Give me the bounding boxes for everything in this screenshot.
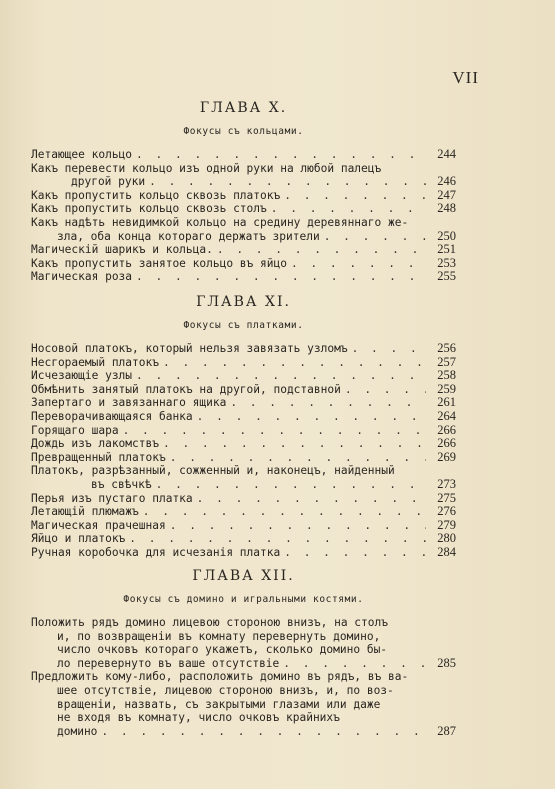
toc-entry[interactable]	[31, 270, 456, 284]
dot-leader	[136, 148, 426, 162]
entry-title-line[interactable]: Какъ надѣть невидимкой кольцо на средину деревяннаго же-	[31, 215, 409, 229]
dot-leader	[324, 230, 426, 244]
entry-page: 280	[437, 531, 456, 546]
entry-title: Горящаго шара	[31, 423, 119, 437]
entry-title: домино	[57, 724, 98, 738]
chapter-subtitle: Фокусы съ кольцами.	[183, 126, 304, 137]
entry-page: 250	[437, 228, 456, 243]
dot-leader	[143, 505, 426, 519]
dot-leader	[163, 437, 426, 451]
toc-entry[interactable]	[31, 230, 456, 244]
toc-entry[interactable]	[31, 342, 456, 356]
entry-title: Перья изъ пустаго платка	[31, 491, 193, 505]
entry-title: Несгораемый платокъ	[31, 355, 159, 369]
entry-page: 257	[437, 354, 456, 369]
entry-title: Исчезающіе узлы	[31, 369, 133, 383]
entry-title: Запертаго и завязаннаго ящика	[31, 396, 227, 410]
entry-page: 244	[437, 147, 456, 161]
entry-page: 251	[437, 242, 456, 257]
toc-entry[interactable]	[31, 175, 456, 189]
dot-leader	[156, 478, 426, 492]
entry-title: Переворачивающаяся банка	[31, 409, 193, 423]
chapter-subtitle: Фокусы съ платками.	[183, 320, 304, 331]
dot-leader	[271, 202, 426, 216]
dot-leader	[345, 383, 426, 397]
entry-page: 275	[437, 490, 456, 505]
toc-entry[interactable]	[31, 356, 456, 370]
toc-entry[interactable]	[31, 492, 456, 506]
entry-title-line[interactable]: не входя въ комнату, число очковъ крайнихъ	[57, 711, 340, 725]
toc-entry[interactable]	[31, 478, 456, 492]
toc-entry[interactable]	[31, 383, 456, 397]
entry-title: Магическая роза	[31, 270, 133, 284]
dot-leader	[291, 257, 426, 271]
chapter-x	[31, 100, 456, 284]
entry-title-line[interactable]: Предложить кому-либо, расположить домино въ рядъ, въ ва-	[31, 670, 409, 684]
entry-title: Ручная коробочка для исчезанія платка	[31, 545, 281, 559]
entry-page: 253	[437, 255, 456, 270]
dot-leader	[197, 492, 426, 506]
entry-page: 269	[437, 449, 456, 464]
entry-page: 247	[437, 187, 456, 202]
entry-title-line[interactable]: вращеніи, назвать, съ закрытыми глазами или даже	[57, 697, 381, 711]
entry-page: 246	[437, 174, 456, 189]
dot-leader	[230, 396, 426, 410]
entry-page: 276	[437, 504, 456, 519]
dot-leader	[217, 243, 426, 257]
entry-page: 264	[437, 408, 456, 423]
toc-entry[interactable]	[31, 657, 456, 671]
toc-entry[interactable]	[31, 243, 456, 257]
entry-title: другой руки	[71, 175, 146, 189]
chapter-title: ГЛАВА X.	[199, 100, 288, 116]
dot-leader	[101, 725, 426, 739]
entry-title: Превращенный платокъ	[31, 450, 166, 464]
entry-title-line[interactable]: Какъ перевести кольцо изъ одной руки на любой палецъ	[31, 161, 382, 175]
entry-title: Летающее кольцо	[31, 148, 133, 161]
entry-title: зла, оба конца котораго держатъ зрители	[57, 229, 320, 243]
entry-page: 266	[437, 436, 456, 451]
entry-page: 273	[437, 476, 456, 491]
entry-title: Какъ пропустить кольцо сквозь платокъ	[31, 188, 281, 202]
entry-title: Яйцо и платокъ	[31, 532, 126, 546]
toc-entry[interactable]	[31, 505, 456, 519]
entry-title-line[interactable]: Положить рядъ домино лицевою стороною внизъ, на столъ	[31, 616, 388, 629]
entry-title: Магическій шарикъ и кольца.	[31, 243, 213, 257]
entry-title-line[interactable]: и, по возвращеніи въ комнату перевернуть домино,	[57, 629, 381, 643]
dot-leader	[170, 519, 426, 533]
toc-entry[interactable]	[31, 451, 456, 465]
entry-page: 285	[437, 655, 456, 670]
toc-entry[interactable]	[31, 369, 456, 383]
chapter-subtitle: Фокусы съ домино и игральными костями.	[123, 594, 364, 605]
entry-page: 284	[437, 544, 456, 559]
entry-page: 287	[437, 723, 456, 738]
entry-title-line[interactable]: число очковъ котораго укажетъ, сколько домино бы-	[57, 643, 388, 657]
entry-title: Обмѣнить занятый платокъ на другой, подставной	[31, 382, 341, 396]
entry-page: 248	[437, 201, 456, 216]
chapter-title: ГЛАВА XI.	[196, 294, 291, 310]
toc-entry[interactable]	[31, 148, 456, 162]
dot-leader	[136, 369, 426, 383]
dot-leader	[149, 175, 426, 189]
entry-title: Летающій плюмажъ	[31, 505, 139, 519]
entry-title: въ свѣчкѣ	[91, 477, 152, 491]
toc-entry[interactable]	[31, 532, 456, 546]
dot-leader	[284, 546, 426, 560]
entry-title: ло перевернуто въ ваше отсутствіе	[57, 656, 280, 670]
dot-leader	[283, 657, 426, 671]
entry-page: 261	[437, 395, 456, 410]
toc-entry[interactable]	[31, 202, 456, 216]
dot-leader	[284, 189, 426, 203]
entry-page: 279	[437, 517, 456, 532]
toc-entry[interactable]	[31, 725, 456, 739]
page-number: VII	[452, 68, 479, 87]
dot-leader	[136, 270, 426, 284]
dot-leader	[163, 356, 426, 370]
dot-leader	[170, 451, 426, 465]
entry-page: 266	[437, 422, 456, 437]
entry-page: 259	[437, 381, 456, 396]
toc-entry[interactable]	[31, 410, 456, 424]
entry-title: Магическая прачешная	[31, 518, 166, 532]
toc-entry[interactable]	[31, 437, 456, 451]
toc-entry[interactable]	[31, 546, 456, 560]
dot-leader	[197, 410, 426, 424]
dot-leader	[352, 342, 426, 356]
entry-page: 255	[437, 269, 456, 284]
toc-entry[interactable]	[31, 424, 456, 438]
entry-page: 256	[437, 341, 456, 355]
chapter-xii	[31, 568, 456, 738]
toc-entry[interactable]	[31, 189, 456, 203]
entry-page: 258	[437, 368, 456, 383]
chapter-xi	[31, 294, 456, 560]
dot-leader	[129, 532, 426, 546]
entry-title-line[interactable]: Платокъ, разрѣзанный, сожженный и, наконецъ, найденный	[31, 464, 395, 478]
toc-entry[interactable]	[31, 257, 456, 271]
toc-entry[interactable]	[31, 396, 456, 410]
entry-title: Какъ пропустить занятое кольцо въ яйцо	[31, 256, 287, 270]
toc-entry[interactable]	[31, 519, 456, 533]
entry-title: Носовой платокъ, который нельзя завязать узломъ	[31, 342, 348, 355]
entry-title: Какъ пропустить кольцо сквозь столъ	[31, 202, 267, 216]
entry-title: Дождь изъ лакомствъ	[31, 437, 159, 451]
dot-leader	[123, 424, 426, 438]
chapter-title: ГЛАВА XII.	[192, 568, 295, 584]
entry-title-line[interactable]: шее отсутствіе, лицевою стороною внизъ, и, по воз-	[57, 683, 394, 697]
